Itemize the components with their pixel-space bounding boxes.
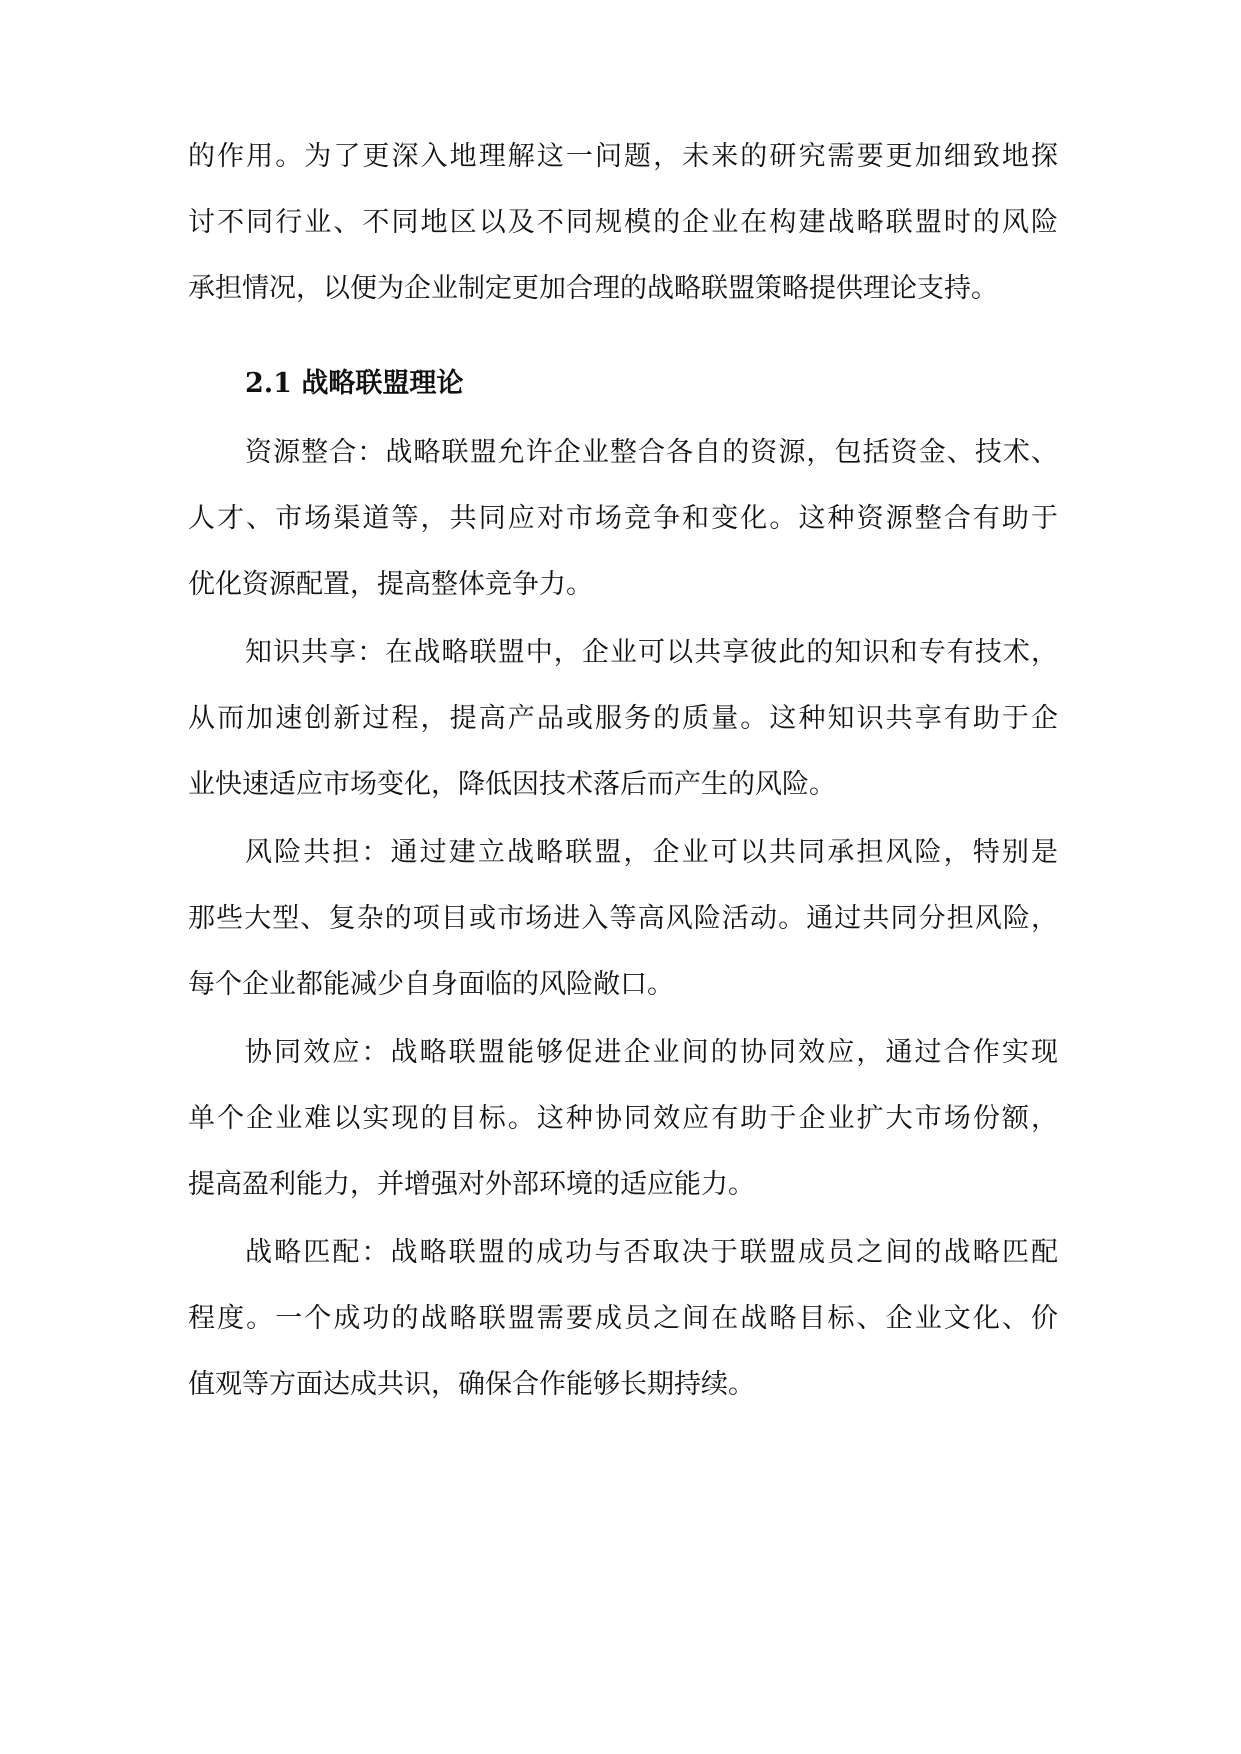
paragraph-synergy-line-3: 提高盈利能力，并增强对外部环境的适应能力。 xyxy=(188,1169,755,1200)
paragraph-synergy-line-1: 协同效应：战略联盟能够促进企业间的协同效应，通过合作实现 xyxy=(245,1037,1058,1068)
paragraph-risk-line-2: 那些大型、复杂的项目或市场进入等高风险活动。通过共同分担风险， xyxy=(188,903,1058,934)
paragraph-knowledge-line-3: 业快速适应市场变化，降低因技术落后而产生的风险。 xyxy=(188,769,836,800)
paragraph-risk-line-3: 每个企业都能减少自身面临的风险敞口。 xyxy=(188,969,674,1000)
paragraph-fit-line-1: 战略匹配：战略联盟的成功与否取决于联盟成员之间的战略匹配 xyxy=(245,1237,1058,1268)
paragraph-knowledge-line-2: 从而加速创新过程，提高产品或服务的质量。这种知识共享有助于企 xyxy=(188,703,1058,734)
paragraph-resource-line-3: 优化资源配置，提高整体竞争力。 xyxy=(188,569,593,600)
paragraph-resource-line-1: 资源整合：战略联盟允许企业整合各自的资源，包括资金、技术、 xyxy=(245,437,1058,468)
paragraph-fit-line-2: 程度。一个成功的战略联盟需要成员之间在战略目标、企业文化、价 xyxy=(188,1303,1058,1334)
paragraph-synergy-line-2: 单个企业难以实现的目标。这种协同效应有助于企业扩大市场份额， xyxy=(188,1103,1058,1134)
paragraph-fit-line-3: 值观等方面达成共识，确保合作能够长期持续。 xyxy=(188,1369,755,1400)
intro-line-3: 承担情况，以便为企业制定更加合理的战略联盟策略提供理论支持。 xyxy=(188,273,998,304)
intro-line-1: 的作用。为了更深入地理解这一问题，未来的研究需要更加细致地探 xyxy=(188,141,1058,172)
section-heading: 2.1 战略联盟理论 xyxy=(245,368,464,399)
paragraph-risk-line-1: 风险共担：通过建立战略联盟，企业可以共同承担风险，特别是 xyxy=(245,837,1058,868)
paragraph-knowledge-line-1: 知识共享：在战略联盟中，企业可以共享彼此的知识和专有技术， xyxy=(245,637,1058,668)
intro-line-2: 讨不同行业、不同地区以及不同规模的企业在构建战略联盟时的风险 xyxy=(188,207,1058,238)
paragraph-resource-line-2: 人才、市场渠道等，共同应对市场竞争和变化。这种资源整合有助于 xyxy=(188,503,1058,534)
